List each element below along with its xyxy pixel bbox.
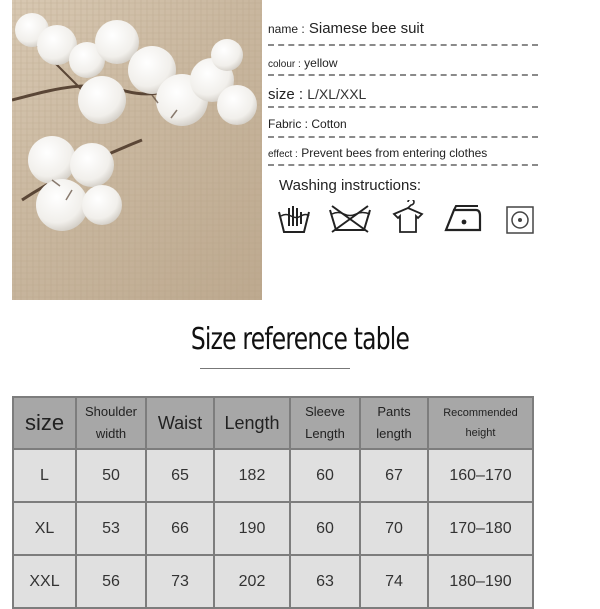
spec-fabric-value: Cotton [311, 117, 347, 131]
spec-size-value: L/XL/XXL [307, 86, 367, 102]
spec-fabric-label: Fabric : [268, 117, 309, 131]
cell-shoulder: 53 [76, 502, 146, 555]
size-reference-table [12, 396, 534, 609]
spec-name-label: name : [268, 22, 305, 36]
hang-dry-icon [392, 200, 424, 236]
size-table-title: Size reference table [190, 322, 410, 357]
table-row [13, 449, 533, 502]
cell-size: XXL [13, 555, 76, 608]
product-spec-list [268, 14, 538, 166]
cell-waist: 66 [146, 502, 214, 555]
cell-pants: 74 [360, 555, 428, 608]
spec-name-row [268, 14, 538, 46]
cell-size: L [13, 449, 76, 502]
header-shoulder-width: Shoulder width [76, 397, 146, 449]
spec-colour-row [268, 46, 538, 76]
cell-sleeve: 60 [290, 502, 360, 555]
cell-sleeve: 60 [290, 449, 360, 502]
spec-name-value: Siamese bee suit [308, 20, 424, 37]
cell-waist: 65 [146, 449, 214, 502]
cell-size: XL [13, 502, 76, 555]
cell-pants: 67 [360, 449, 428, 502]
cotton-illustration [12, 0, 262, 300]
hand-wash-icon [276, 200, 312, 236]
cell-shoulder: 50 [76, 449, 146, 502]
cell-shoulder: 56 [76, 555, 146, 608]
cell-height: 170–180 [428, 502, 533, 555]
header-size: size [13, 397, 76, 449]
spec-effect-row [268, 138, 538, 166]
header-pants-length: Pants length [360, 397, 428, 449]
cell-height: 180–190 [428, 555, 533, 608]
cell-sleeve: 63 [290, 555, 360, 608]
spec-colour-label: colour : [268, 59, 301, 70]
spec-fabric-row [268, 108, 538, 138]
spec-size-row [268, 76, 538, 108]
iron-icon [442, 200, 486, 236]
header-recommended-height: Recommended height [428, 397, 533, 449]
header-waist: Waist [146, 397, 214, 449]
spec-effect-label: effect : [268, 149, 298, 160]
table-row [13, 502, 533, 555]
title-divider [200, 368, 350, 369]
spec-effect-value: Prevent bees from entering clothes [301, 146, 488, 160]
cell-height: 160–170 [428, 449, 533, 502]
table-header-row [13, 397, 533, 449]
cell-waist: 73 [146, 555, 214, 608]
cell-length: 202 [214, 555, 290, 608]
washing-icons-row [270, 200, 540, 244]
header-length: Length [214, 397, 290, 449]
spec-size-label: size : [268, 86, 304, 103]
do-not-wash-icon [326, 200, 374, 236]
cell-length: 182 [214, 449, 290, 502]
header-sleeve-length: Sleeve Length [290, 397, 360, 449]
cell-length: 190 [214, 502, 290, 555]
table-row [13, 555, 533, 608]
cell-pants: 70 [360, 502, 428, 555]
washing-instructions-label: Washing instructions: [279, 177, 422, 194]
spec-colour-value: yellow [304, 56, 338, 70]
cotton-product-photo [12, 0, 262, 300]
tumble-dry-icon [504, 204, 536, 236]
